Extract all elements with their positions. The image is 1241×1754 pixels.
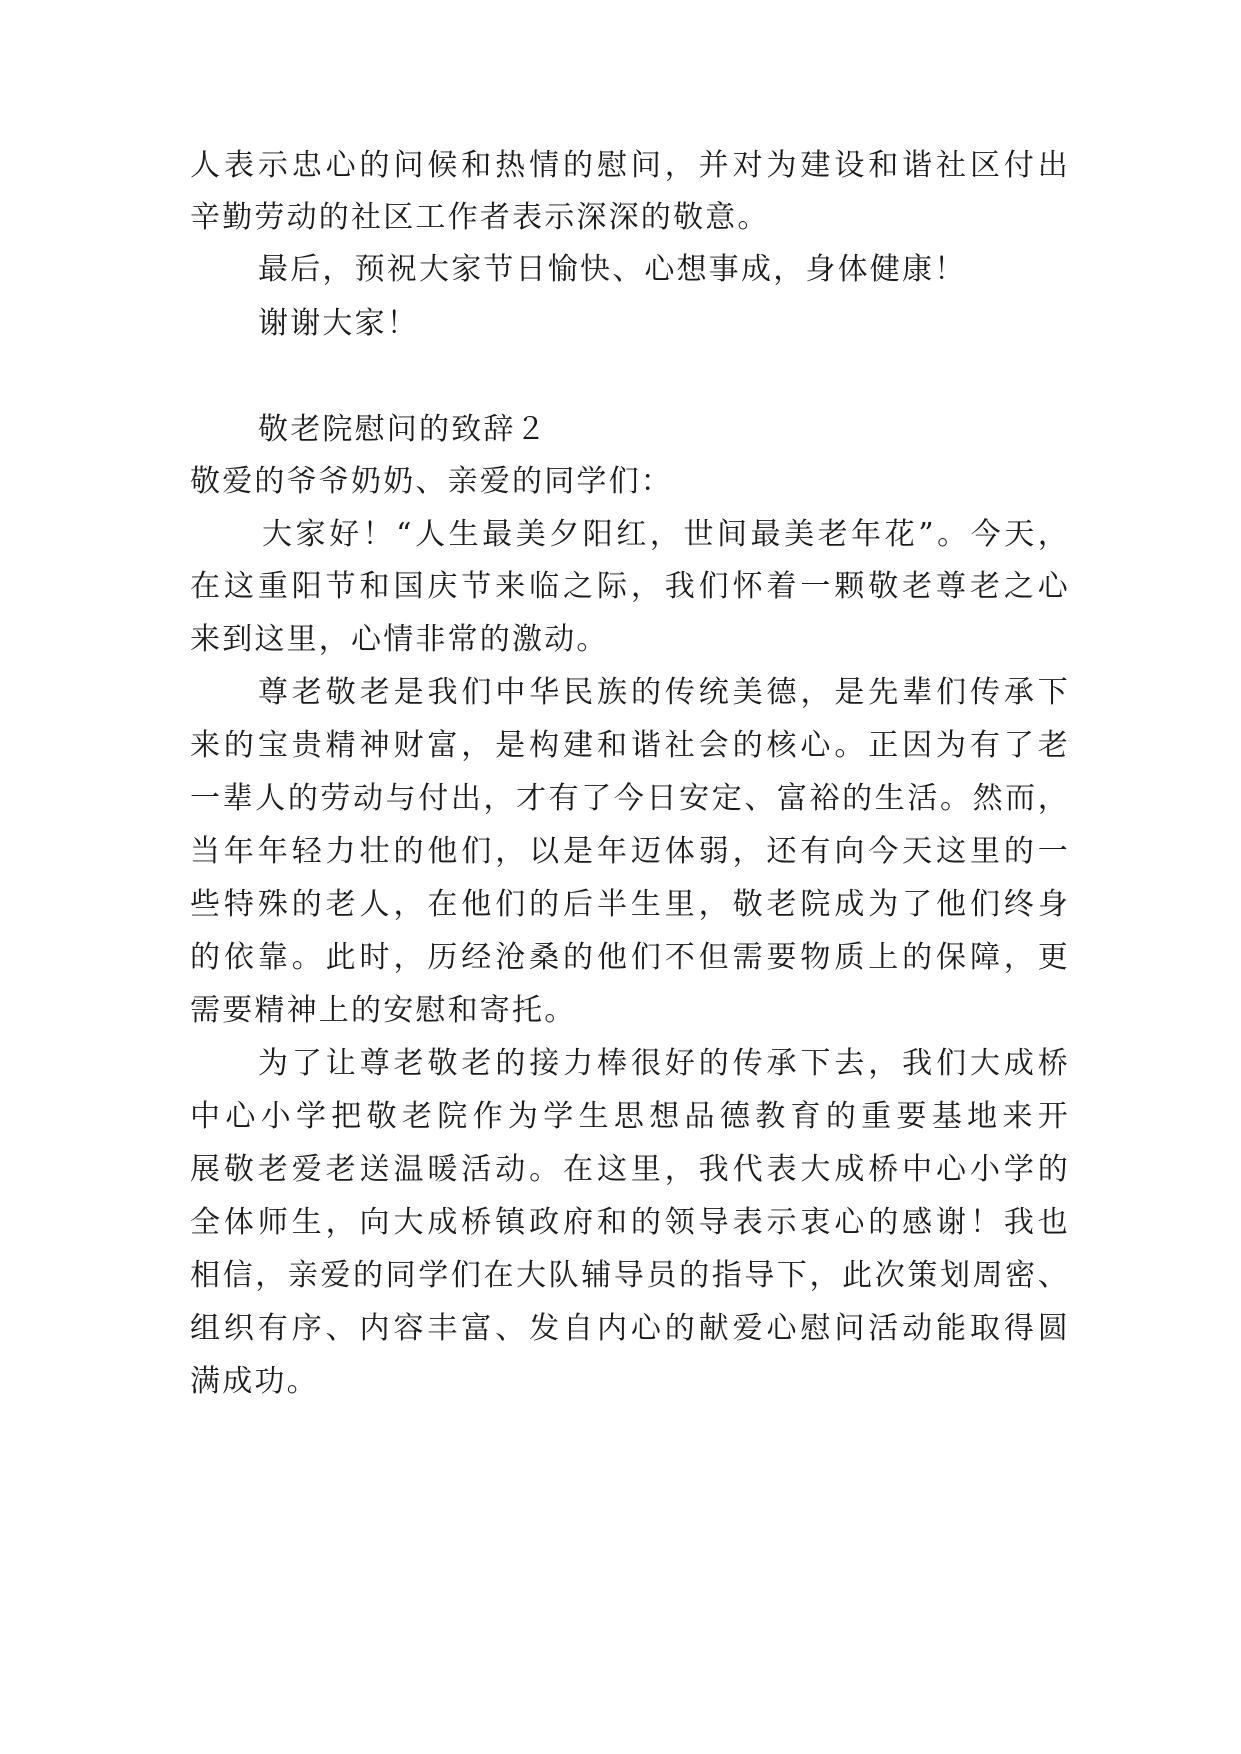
paragraph-line: 些特殊的老人，在他们的后半生里，敬老院成为了他们终身 bbox=[190, 887, 1070, 922]
paragraph-line: 辛勤劳动的社区工作者表示深深的敬意。 bbox=[190, 200, 770, 235]
section-title: 敬老院慰问的致辞２ bbox=[258, 412, 548, 447]
paragraph-line: 需要精神上的安慰和寄托。 bbox=[190, 993, 577, 1028]
paragraph-line: 的依靠。此时，历经沧桑的他们不但需要物质上的保障，更 bbox=[190, 940, 1070, 975]
paragraph-line: 尊老敬老是我们中华民族的传统美德，是先辈们传承下 bbox=[258, 675, 1070, 710]
paragraph-line: 满成功。 bbox=[190, 1364, 319, 1399]
paragraph-line: 人表示忠心的问候和热情的慰问，并对为建设和谐社区付出 bbox=[190, 148, 1070, 183]
paragraph-line: 来的宝贵精神财富，是构建和谐社会的核心。正因为有了老 bbox=[190, 728, 1070, 763]
paragraph-line: 组织有序、内容丰富、发自内心的献爱心慰问活动能取得圆 bbox=[190, 1311, 1070, 1346]
paragraph-line: 当年年轻力壮的他们，以是年迈体弱，还有向今天这里的一 bbox=[190, 834, 1070, 869]
paragraph-line: 全体师生，向大成桥镇政府和的领导表示衷心的感谢！我也 bbox=[190, 1205, 1070, 1240]
paragraph-line: 为了让尊老敬老的接力棒很好的传承下去，我们大成桥 bbox=[258, 1046, 1070, 1081]
paragraph-line: 大家好！“人生最美夕阳红，世间最美老年花”。今天， bbox=[262, 517, 1070, 552]
paragraph-line: 一辈人的劳动与付出，才有了今日安定、富裕的生活。然而， bbox=[190, 781, 1070, 816]
salutation: 敬爱的爷爷奶奶、亲爱的同学们： bbox=[190, 464, 673, 499]
paragraph-line: 中心小学把敬老院作为学生思想品德教育的重要基地来开 bbox=[190, 1099, 1070, 1134]
closing-thanks: 谢谢大家！ bbox=[258, 306, 419, 341]
paragraph-line: 相信，亲爱的同学们在大队辅导员的指导下，此次策划周密、 bbox=[190, 1258, 1070, 1293]
paragraph-line: 来到这里，心情非常的激动。 bbox=[190, 622, 609, 657]
closing-wishes: 最后，预祝大家节日愉快、心想事成，身体健康！ bbox=[258, 252, 967, 287]
paragraph-line: 展敬老爱老送温暖活动。在这里，我代表大成桥中心小学的 bbox=[190, 1152, 1070, 1187]
paragraph-line: 在这重阳节和国庆节来临之际，我们怀着一颗敬老尊老之心 bbox=[190, 569, 1070, 604]
